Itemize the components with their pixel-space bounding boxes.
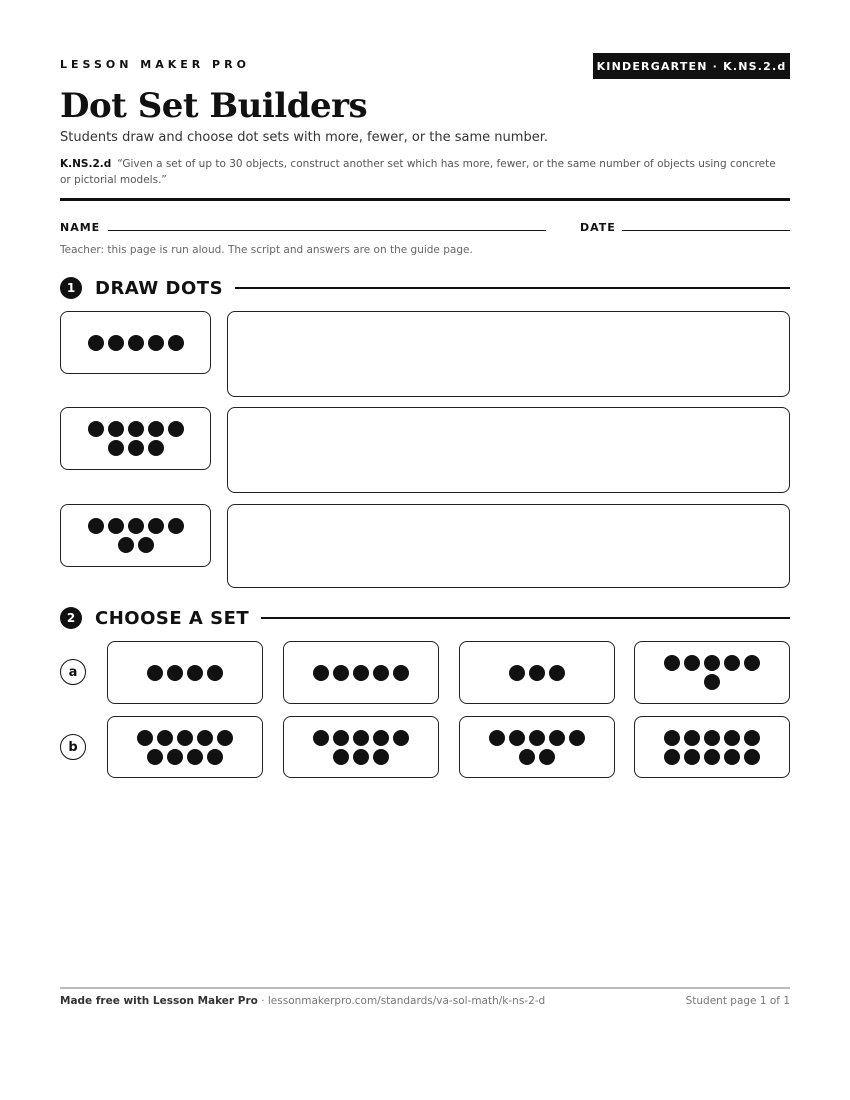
dot bbox=[664, 730, 680, 746]
worksheet-subtitle: Students draw and choose dot sets with more, fewer, or the same number. bbox=[60, 130, 548, 145]
choice-dot-set[interactable] bbox=[283, 641, 439, 704]
dot bbox=[217, 730, 233, 746]
dot bbox=[704, 674, 720, 690]
dot bbox=[88, 335, 104, 351]
dot bbox=[168, 335, 184, 351]
dot bbox=[519, 749, 535, 765]
name-label: NAME bbox=[60, 221, 101, 234]
dot bbox=[569, 730, 585, 746]
section-rule bbox=[261, 617, 790, 619]
dot bbox=[168, 421, 184, 437]
dot bbox=[197, 730, 213, 746]
footer-divider bbox=[60, 987, 790, 989]
dot-row bbox=[509, 665, 565, 681]
dot-row bbox=[88, 421, 184, 437]
dot bbox=[509, 665, 525, 681]
dot-row bbox=[118, 537, 154, 553]
date-line[interactable] bbox=[622, 230, 790, 231]
dot bbox=[333, 730, 349, 746]
dot bbox=[148, 440, 164, 456]
dot-row bbox=[333, 749, 389, 765]
standard-code: K.NS.2.d bbox=[60, 158, 112, 170]
dot bbox=[157, 730, 173, 746]
dot bbox=[704, 655, 720, 671]
dot bbox=[333, 749, 349, 765]
name-line[interactable] bbox=[108, 230, 546, 231]
section-2-header bbox=[60, 606, 790, 630]
choice-dot-set[interactable] bbox=[283, 716, 439, 778]
dot bbox=[108, 335, 124, 351]
dot bbox=[684, 655, 700, 671]
dot bbox=[333, 665, 349, 681]
dot-row bbox=[88, 518, 184, 534]
dot-row bbox=[313, 730, 409, 746]
dot bbox=[313, 730, 329, 746]
section-title: CHOOSE A SET bbox=[95, 607, 250, 629]
dot bbox=[148, 518, 164, 534]
dot bbox=[373, 665, 389, 681]
dot bbox=[108, 421, 124, 437]
dot-row bbox=[664, 655, 760, 671]
dot bbox=[138, 537, 154, 553]
dot bbox=[664, 749, 680, 765]
dot bbox=[118, 537, 134, 553]
worksheet-title: Dot Set Builders bbox=[60, 86, 368, 126]
dot bbox=[177, 730, 193, 746]
dot bbox=[148, 335, 164, 351]
dot-row bbox=[137, 730, 233, 746]
dot bbox=[529, 730, 545, 746]
footer-url[interactable]: · lessonmakerpro.com/standards/va-sol-math/k-ns-2-d bbox=[257, 995, 546, 1007]
choice-dot-set[interactable] bbox=[634, 641, 790, 704]
dot-row bbox=[704, 674, 720, 690]
choice-dot-set[interactable] bbox=[107, 716, 263, 778]
grade-standard-badge: KINDERGARTEN · K.NS.2.d bbox=[593, 53, 790, 79]
dot bbox=[187, 665, 203, 681]
row-letter-a: a bbox=[60, 659, 86, 685]
drawing-area[interactable] bbox=[227, 311, 790, 397]
dot bbox=[108, 518, 124, 534]
dot bbox=[684, 730, 700, 746]
teacher-note: Teacher: this page is run aloud. The script and answers are on the guide page. bbox=[60, 244, 473, 256]
section-rule bbox=[235, 287, 790, 289]
reference-dot-set bbox=[60, 504, 211, 567]
reference-dot-set bbox=[60, 311, 211, 374]
dot-row bbox=[519, 749, 555, 765]
dot bbox=[147, 665, 163, 681]
dot bbox=[529, 665, 545, 681]
choice-dot-set[interactable] bbox=[634, 716, 790, 778]
dot-row bbox=[664, 730, 760, 746]
dot bbox=[207, 749, 223, 765]
dot bbox=[167, 749, 183, 765]
dot bbox=[373, 749, 389, 765]
dot bbox=[489, 730, 505, 746]
dot-row bbox=[147, 665, 223, 681]
dot bbox=[353, 749, 369, 765]
dot-row bbox=[147, 749, 223, 765]
dot bbox=[684, 749, 700, 765]
dot bbox=[148, 421, 164, 437]
dot bbox=[313, 665, 329, 681]
dot bbox=[108, 440, 124, 456]
choice-dot-set[interactable] bbox=[459, 641, 615, 704]
drawing-area[interactable] bbox=[227, 504, 790, 588]
dot bbox=[549, 665, 565, 681]
drawing-area[interactable] bbox=[227, 407, 790, 493]
dot bbox=[147, 749, 163, 765]
dot bbox=[353, 665, 369, 681]
dot bbox=[167, 665, 183, 681]
dot bbox=[724, 730, 740, 746]
dot bbox=[128, 335, 144, 351]
dot bbox=[353, 730, 369, 746]
dot bbox=[549, 730, 565, 746]
dot-row bbox=[489, 730, 585, 746]
choice-dot-set[interactable] bbox=[459, 716, 615, 778]
dot bbox=[724, 655, 740, 671]
header-divider bbox=[60, 198, 790, 201]
dot bbox=[128, 518, 144, 534]
date-label: DATE bbox=[580, 221, 616, 234]
dot bbox=[664, 655, 680, 671]
footer-page-number: Student page 1 of 1 bbox=[685, 995, 790, 1007]
footer-made-with: Made free with Lesson Maker Pro bbox=[60, 995, 258, 1007]
dot bbox=[373, 730, 389, 746]
standard-description bbox=[60, 156, 780, 188]
dot bbox=[393, 665, 409, 681]
dot bbox=[137, 730, 153, 746]
choice-dot-set[interactable] bbox=[107, 641, 263, 704]
dot-row bbox=[664, 749, 760, 765]
dot bbox=[509, 730, 525, 746]
section-number-badge: 1 bbox=[60, 277, 82, 299]
footer-credit bbox=[60, 995, 545, 1007]
dot bbox=[207, 665, 223, 681]
dot bbox=[88, 518, 104, 534]
dot-row bbox=[313, 665, 409, 681]
dot bbox=[744, 749, 760, 765]
section-1-header bbox=[60, 276, 790, 300]
standard-text: “Given a set of up to 30 objects, construct another set which has more, fewer, or the same number of objects using concrete or pictorial models.” bbox=[60, 158, 776, 186]
dot bbox=[704, 730, 720, 746]
dot-row bbox=[88, 335, 184, 351]
dot bbox=[128, 421, 144, 437]
brand-name: LESSON MAKER PRO bbox=[60, 58, 250, 71]
section-number-badge: 2 bbox=[60, 607, 82, 629]
section-title: DRAW DOTS bbox=[95, 277, 224, 299]
dot bbox=[393, 730, 409, 746]
dot bbox=[704, 749, 720, 765]
dot bbox=[744, 655, 760, 671]
dot bbox=[539, 749, 555, 765]
dot bbox=[168, 518, 184, 534]
dot bbox=[724, 749, 740, 765]
dot-row bbox=[108, 440, 164, 456]
row-letter-b: b bbox=[60, 734, 86, 760]
dot bbox=[128, 440, 144, 456]
dot bbox=[187, 749, 203, 765]
dot bbox=[744, 730, 760, 746]
reference-dot-set bbox=[60, 407, 211, 470]
dot bbox=[88, 421, 104, 437]
